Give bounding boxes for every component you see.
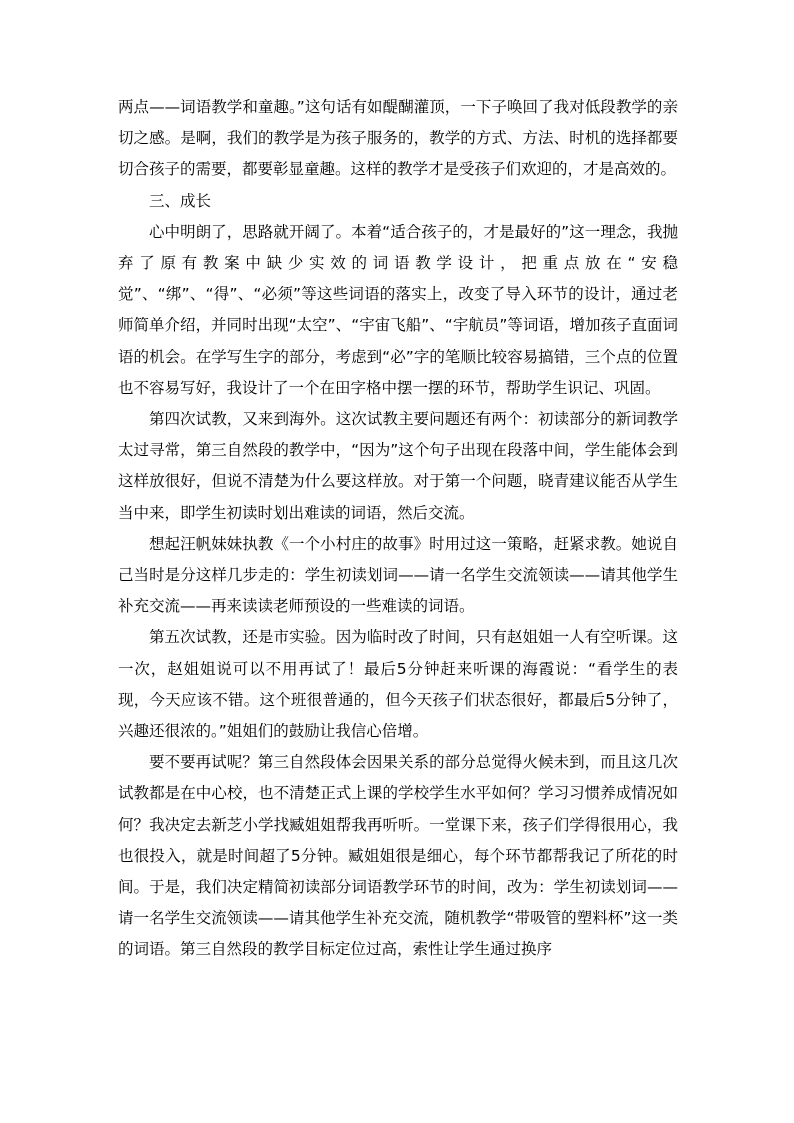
paragraph-5: 第五次试教，还是市实验。因为临时改了时间，只有赵姐姐一人有空听课。这一次，赵姐姐说可以不用再试了！最后5分钟赶来听课的海霞说：“看学生的表现，今天应该不错。这个班很普通的，但今天孩子们状态很好，都最后5分钟了，兴趣还很浓的。”姐姐们的鼓励让我信心倍增。 <box>118 628 678 741</box>
paragraph-1: 两点——词语教学和童趣。”这句话有如醍醐灌顶，一下子唤回了我对低段教学的亲切之感。是啊，我们的教学是为孩子服务的，教学的方式、方法、时机的选择都要切合孩子的需要，都要彰显童趣。这样的教学才是受孩子们欢迎的，才是高效的。 <box>118 98 678 179</box>
paragraph-2: 心中明朗了，思路就开阔了。本着“适合孩子的，才是最好的”这一理念，我抛弃了原有教案中缺少实效的词语教学设计，把重点放在“安稳觉”、“绑”、“得”、“必须”等这些词语的落实上，改变了导入环节的设计，通过老师简单介绍，并同时出现“太空”、“宇宙飞船”、“宇航员”等词语，增加孩子直面词语的机会。在学写生字的部分，考虑到“必”字的笔顺比较容易搞错，三个点的位置也不容易写好，我设计了一个在田字格中摆一摆的环节，帮助学生识记、巩固。 <box>118 222 678 397</box>
paragraph-3: 第四次试教，又来到海外。这次试教主要问题还有两个：初读部分的新词教学太过寻常，第三自然段的教学中，“因为”这个句子出现在段落中间，学生能体会到这样放很好，但说不清楚为什么要这样放。对于第一个问题，晓青建议能否从学生当中来，即学生初读时划出难读的词语，然后交流。 <box>118 410 678 522</box>
document-body <box>118 92 678 966</box>
paragraph-4: 想起汪帆妹妹执教《一个小村庄的故事》时用过这一策略，赶紧求教。她说自己当时是分这样几步走的：学生初读划词——请一名学生交流领读——请其他学生补充交流——再来读读老师预设的一些难读的词语。 <box>118 534 678 616</box>
paragraph-6: 要不要再试呢？第三自然段体会因果关系的部分总觉得火候未到，而且这几次试教都是在中心校，也不清楚正式上课的学校学生水平如何？学习习惯养成情况如何？我决定去新芝小学找臧姐姐帮我再听听。一堂课下来，孩子们学得很用心，我也很投入，就是时间超了5分钟。臧姐姐很是细心，每个环节都帮我记了所花的时间。于是，我们决定精简初读部分词语教学环节的时间，改为：学生初读划词——请一名学生交流领读——请其他学生补充交流，随机教学“带吸管的塑料杯”这一类的词语。第三自然段的教学目标定位过高，索性让学生通过换序 <box>118 753 678 959</box>
section-heading-growth: 三、成长 <box>149 191 212 210</box>
